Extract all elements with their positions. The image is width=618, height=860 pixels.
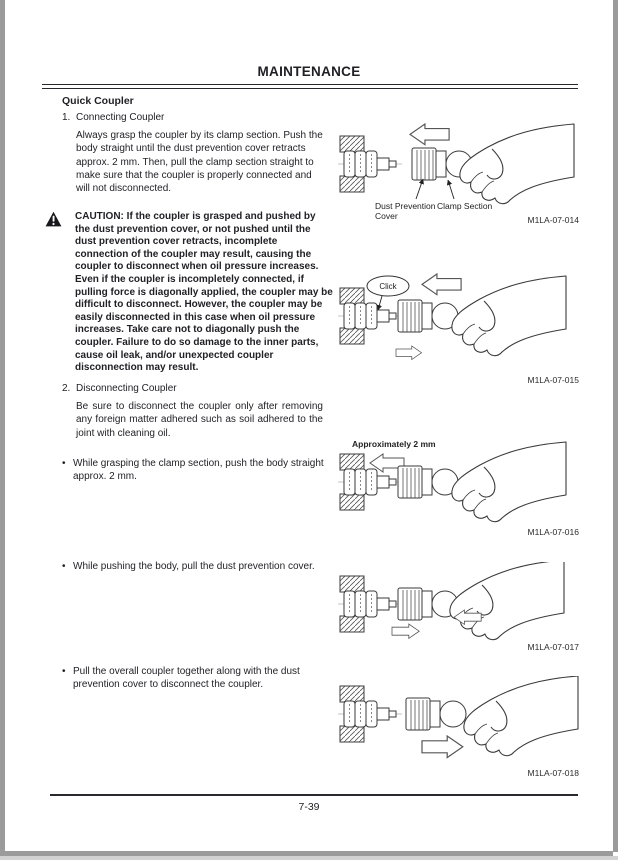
hand <box>450 562 564 640</box>
coupler <box>398 300 458 332</box>
item1-number: 1. <box>62 112 71 123</box>
bullet-item: Pull the overall coupler together along with the dust prevention cover to disconnect the coupler. <box>73 666 300 691</box>
figure-coupler-click <box>336 258 582 386</box>
dust-prevention-cover-label2: Cover <box>375 211 398 221</box>
hand <box>460 124 574 204</box>
figure-caption: M1LA-07-017 <box>527 642 579 652</box>
leader-arrow <box>416 179 423 199</box>
coupler <box>398 588 458 620</box>
item1-body: Always grasp the coupler by its clamp section. Push the body straight until the dust prevention cover retracts approx. 2 mm. Then, pull the clamp section straight to make sure that the coupler is properly connected and will not disconnected. <box>76 130 323 195</box>
hand <box>452 442 566 522</box>
page-number: 7-39 <box>298 801 320 813</box>
bullet-dot: • <box>62 666 66 677</box>
figure-connecting-coupler <box>336 116 582 228</box>
figure-disconnect-coupler <box>336 676 582 778</box>
item1-title: Connecting Coupler <box>76 112 165 123</box>
footer-divider <box>50 794 578 796</box>
click-label: Click <box>379 282 397 291</box>
page-title: MAINTENANCE <box>257 64 361 79</box>
clamp-section-label: Clamp Section <box>437 201 493 211</box>
section-title: Quick Coupler <box>62 95 134 107</box>
pull-direction-arrow-icon <box>422 736 463 758</box>
small-right-arrow-icon <box>396 346 422 360</box>
bullet-item: While grasping the clamp section, push the body straight approx. 2 mm. <box>73 458 324 483</box>
coupler <box>406 698 466 730</box>
page-edge-left <box>0 0 5 860</box>
leader-arrow <box>378 296 382 310</box>
figure-caption: M1LA-07-016 <box>527 527 579 537</box>
item2-title: Disconnecting Coupler <box>76 383 177 394</box>
warning-triangle-icon <box>45 211 62 227</box>
bullet-item: While pushing the body, pull the dust prevention cover. <box>73 561 315 572</box>
bullet-dot: • <box>62 458 66 469</box>
item2-body: Be sure to disconnect the coupler only after removing any foreign matter adhered such as soil adhered to the joint with cleaning oil. <box>76 401 323 439</box>
dust-prevention-cover-label: Dust Prevention <box>375 201 436 211</box>
caution-text: CAUTION: If the coupler is grasped and pushed by the dust prevention cover, or not pushed until the dust prevention cover retracts, incomplete connection of the coupler may result, causing the coupler to disconnect when oil pressure increases. Even if the coupler is incompletely connected, if pulling force is diagonally applied, the coupler may be difficult to disconnect. However, the coupler may be easily disconnected in this case when oil pressure increases. Take care not to diagonally push the coupler. Failure to do so damage to the inner parts, cause oil leak, and/or unexpected coupler disconnection may result. <box>75 211 333 374</box>
figure-caption: M1LA-07-015 <box>527 375 579 385</box>
header-divider <box>42 84 578 89</box>
coupler <box>398 466 458 498</box>
wall-fitting <box>338 288 402 344</box>
hand <box>452 276 566 356</box>
wall-fitting <box>338 136 402 192</box>
bullet-dot: • <box>62 561 66 572</box>
wall-fitting <box>338 686 402 742</box>
page-edge-right <box>613 0 618 852</box>
push-direction-arrow-icon <box>422 274 461 295</box>
approx-2mm-label: Approximately 2 mm <box>352 439 436 449</box>
figure-caption: M1LA-07-014 <box>527 215 579 225</box>
small-right-arrow-icon <box>392 624 419 638</box>
figure-pull-cover <box>336 562 582 652</box>
hand <box>464 676 578 756</box>
figure-push-2mm <box>336 430 582 538</box>
leader-arrow <box>448 180 454 199</box>
figure-caption: M1LA-07-018 <box>527 768 579 778</box>
wall-fitting <box>338 576 402 632</box>
push-direction-arrow-icon <box>410 124 449 145</box>
item2-number: 2. <box>62 383 71 394</box>
page-edge-outer <box>0 856 618 860</box>
